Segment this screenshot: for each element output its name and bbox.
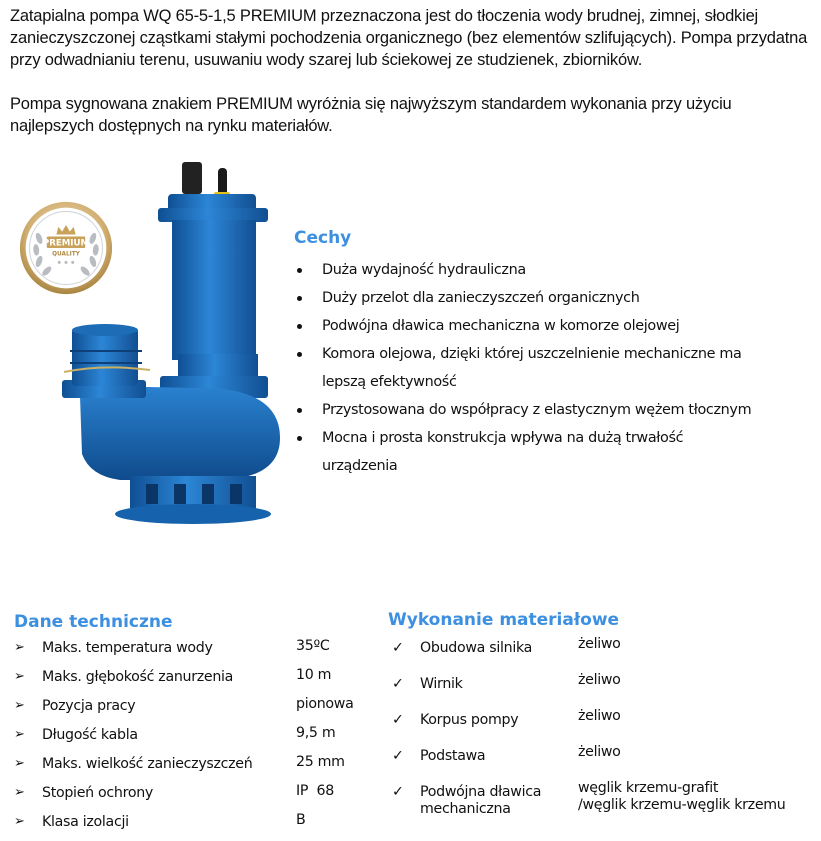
intro-paragraph-2: Pompa sygnowana znakiem PREMIUM wyróżnia się najwyższym standardem wykonania przy użyciu najlepszych dostępnych na rynku materiałów. <box>10 95 732 135</box>
materials-section <box>388 610 818 824</box>
check-icon: ✓ <box>392 784 404 800</box>
tech-row: ➢ Pozycja pracy pionowa <box>14 696 354 714</box>
arrowhead-icon: ➢ <box>14 727 25 742</box>
tech-row: ➢ Długość kabla 9,5 m <box>14 725 336 743</box>
pump-cable <box>218 168 227 196</box>
tech-row: ➢ Maks. głębokość zanurzenia 10 m <box>14 667 332 685</box>
tech-row: ➢ Maks. wielkość zanieczyszczeń 25 mm <box>14 754 345 772</box>
material-row: ✓ Korpus pompy żeliwo <box>392 708 621 728</box>
tech-row: ➢ Klasa izolacji B <box>14 812 306 830</box>
material-row: ✓ Obudowa silnika żeliwo <box>392 636 621 656</box>
tech-row: ➢ Maks. temperatura wody 35ºC <box>14 638 330 656</box>
pump-handle <box>182 162 202 194</box>
features-title: Cechy <box>294 228 352 248</box>
arrowhead-icon: ➢ <box>14 698 25 713</box>
material-label-line2: mechaniczna <box>420 801 511 817</box>
pump-motor-housing <box>172 220 256 360</box>
materials-title: Wykonanie materiałowe <box>388 610 620 630</box>
material-row: ✓ Podstawa żeliwo <box>392 744 621 764</box>
arrowhead-icon: ➢ <box>14 756 25 771</box>
material-value-line1: węglik krzemu-grafit <box>578 780 719 796</box>
bullet-icon <box>297 268 302 273</box>
feature-item: Przystosowana do współpracy z elastycznym wężem tłocznym <box>294 396 814 424</box>
feature-item: Mocna i prosta konstrukcja wpływa na dużą trwałość urządzenia <box>294 424 732 480</box>
technical-data-title: Dane techniczne <box>14 612 173 632</box>
arrowhead-icon: ➢ <box>14 669 25 684</box>
material-label-line1: Podwójna dławica <box>420 784 542 800</box>
bullet-icon <box>297 352 302 357</box>
intro-paragraph-1: Zatapialna pompa WQ 65-5-1,5 PREMIUM przeznaczona jest do tłoczenia wody brudnej, zimnej, słodkiej zanieczyszczonej cząstkami stałymi pochodzenia organicznego (bez elementów szlifujących). Pompa przydatna przy odwadnianiu terenu, usuwaniu wody szarej lub ściekowej ze studzienek, zbiorników. <box>10 7 808 69</box>
feature-item: Duża wydajność hydrauliczna <box>294 256 814 284</box>
check-icon: ✓ <box>392 640 404 656</box>
arrowhead-icon: ➢ <box>14 640 25 655</box>
check-icon: ✓ <box>392 676 404 692</box>
material-row <box>388 780 818 824</box>
material-value-line2: /węglik krzemu-węglik krzemu <box>578 797 786 813</box>
features-list <box>294 256 814 480</box>
pump-volute <box>80 386 280 480</box>
material-row: ✓ Wirnik żeliwo <box>392 672 621 692</box>
feature-item: Duży przelot dla zanieczyszczeń organicznych <box>294 284 814 312</box>
feature-item: Komora olejowa, dzięki której uszczelnienie mechaniczne ma lepszą efektywność <box>294 340 752 396</box>
bullet-icon <box>297 296 302 301</box>
badge-text-quality: QUALITY <box>52 251 80 258</box>
bullet-icon <box>297 436 302 441</box>
features-section <box>294 228 814 480</box>
bullet-icon <box>297 408 302 413</box>
feature-item: Podwójna dławica mechaniczna w komorze olejowej <box>294 312 814 340</box>
check-icon: ✓ <box>392 748 404 764</box>
check-icon: ✓ <box>392 712 404 728</box>
bullet-icon <box>297 324 302 329</box>
pump-image <box>50 158 290 528</box>
pump-outlet <box>72 328 138 386</box>
technical-data-section <box>14 612 384 841</box>
intro-text <box>10 5 815 137</box>
arrowhead-icon: ➢ <box>14 814 25 829</box>
badge-text-premium: PREMIUM <box>42 238 90 249</box>
tech-row: ➢ Stopień ochrony IP 68 <box>14 783 335 801</box>
arrowhead-icon: ➢ <box>14 785 25 800</box>
